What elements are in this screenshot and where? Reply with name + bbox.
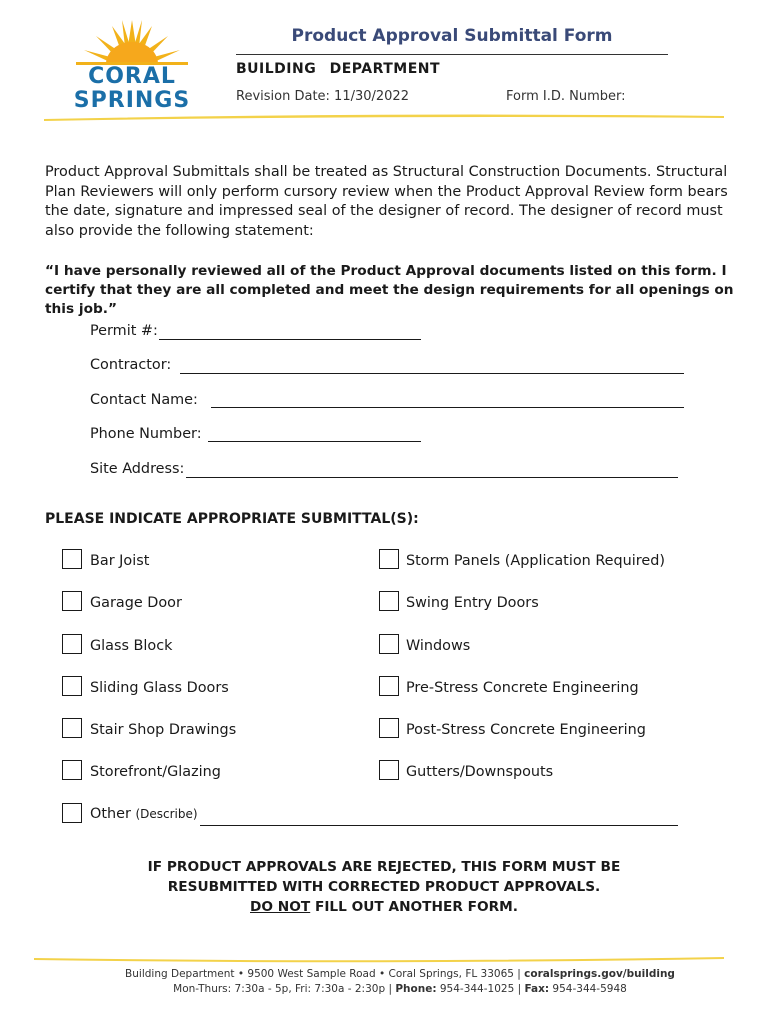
checkbox-bar-joist[interactable] [62, 549, 82, 569]
logo-text-coral: CORAL [88, 64, 176, 89]
footer-address [100, 968, 700, 980]
option-label: Bar Joist [90, 553, 150, 569]
option-label: Windows [406, 638, 471, 654]
footer-contact [100, 983, 700, 995]
submittals-heading: PLEASE INDICATE APPROPRIATE SUBMITTAL(S): [45, 511, 419, 527]
option-label: Stair Shop Drawings [90, 722, 237, 738]
notice-line-1: IF PRODUCT APPROVALS ARE REJECTED, THIS FORM MUST BE [147, 859, 621, 875]
permit-label: Permit #: [90, 323, 158, 339]
option-label: Post-Stress Concrete Engineering [406, 722, 646, 738]
sun-icon [72, 18, 192, 68]
coral-springs-logo [72, 18, 192, 118]
title-divider [236, 54, 668, 55]
department-label: BUILDING DEPARTMENT [236, 61, 441, 77]
form-id-label: Form I.D. Number: [506, 89, 626, 104]
contact-name-label: Contact Name: [90, 392, 198, 408]
checkbox-storefront-glazing[interactable] [62, 760, 82, 780]
footer-hours: Mon-Thurs: 7:30a - 5p, Fri: 7:30a - 2:30p | [173, 983, 396, 995]
footer-swoosh [34, 953, 724, 965]
option-label: Storefront/Glazing [90, 764, 221, 780]
option-label: Storm Panels (Application Required) [406, 553, 665, 569]
other-description-field[interactable] [200, 825, 678, 826]
footer-fax: 954-344-5948 [549, 983, 627, 995]
option-label: Glass Block [90, 638, 173, 654]
contractor-field[interactable] [180, 373, 684, 374]
notice-line-3 [84, 897, 684, 917]
site-address-label: Site Address: [90, 461, 185, 477]
checkbox-sliding-glass-doors[interactable] [62, 676, 82, 696]
checkbox-glass-block[interactable] [62, 634, 82, 654]
form-title: Product Approval Submittal Form [291, 26, 613, 46]
option-label: Gutters/Downspouts [406, 764, 554, 780]
checkbox-stair-shop-drawings[interactable] [62, 718, 82, 738]
permit-field[interactable] [159, 339, 421, 340]
checkbox-windows[interactable] [379, 634, 399, 654]
checkbox-other[interactable] [62, 803, 82, 823]
checkbox-post-stress-concrete[interactable] [379, 718, 399, 738]
header-swoosh [44, 110, 724, 124]
site-address-field[interactable] [186, 477, 678, 478]
notice-line-3-rest: FILL OUT ANOTHER FORM. [310, 899, 518, 915]
logo-text-springs: SPRINGS [73, 88, 191, 113]
footer-address-text: Building Department • 9500 West Sample Road • Coral Springs, FL 33065 | [125, 968, 525, 980]
phone-number-field[interactable] [208, 441, 421, 442]
other-label [90, 806, 198, 822]
footer-phone-label: Phone: [395, 983, 437, 995]
checkbox-pre-stress-concrete[interactable] [379, 676, 399, 696]
designer-statement: “I have personally reviewed all of the Product Approval documents listed on this form. I certify that they are all completed and meet the design requirements for all openings on this job.” [45, 263, 734, 317]
notice-do-not: DO NOT [250, 899, 311, 915]
phone-number-label: Phone Number: [90, 426, 202, 442]
checkbox-swing-entry-doors[interactable] [379, 591, 399, 611]
revision-date: Revision Date: 11/30/2022 [236, 89, 409, 104]
rejection-notice [84, 857, 684, 917]
checkbox-storm-panels[interactable] [379, 549, 399, 569]
other-hint: (Describe) [135, 807, 198, 821]
footer-fax-label: Fax: [524, 983, 550, 995]
intro-paragraph: Product Approval Submittals shall be treated as Structural Construction Documents. Structural Plan Reviewers will only perform cursory review when the Product Approval Review form bears the date, signature and impressed seal of the designer of record. The designer of record must also provide the following statement: [45, 164, 728, 239]
option-label: Sliding Glass Doors [90, 680, 229, 696]
option-label: Pre-Stress Concrete Engineering [406, 680, 639, 696]
checkbox-garage-door[interactable] [62, 591, 82, 611]
notice-line-2: RESUBMITTED WITH CORRECTED PRODUCT APPROVALS. [167, 879, 601, 895]
checkbox-gutters-downspouts[interactable] [379, 760, 399, 780]
other-label-text: Other [90, 806, 131, 822]
option-label: Garage Door [90, 595, 182, 611]
contact-name-field[interactable] [211, 407, 684, 408]
footer-website-link[interactable]: coralsprings.gov/building [524, 968, 675, 980]
option-label: Swing Entry Doors [406, 595, 539, 611]
contractor-label: Contractor: [90, 357, 172, 373]
footer-phone: 954-344-1025 | [436, 983, 525, 995]
